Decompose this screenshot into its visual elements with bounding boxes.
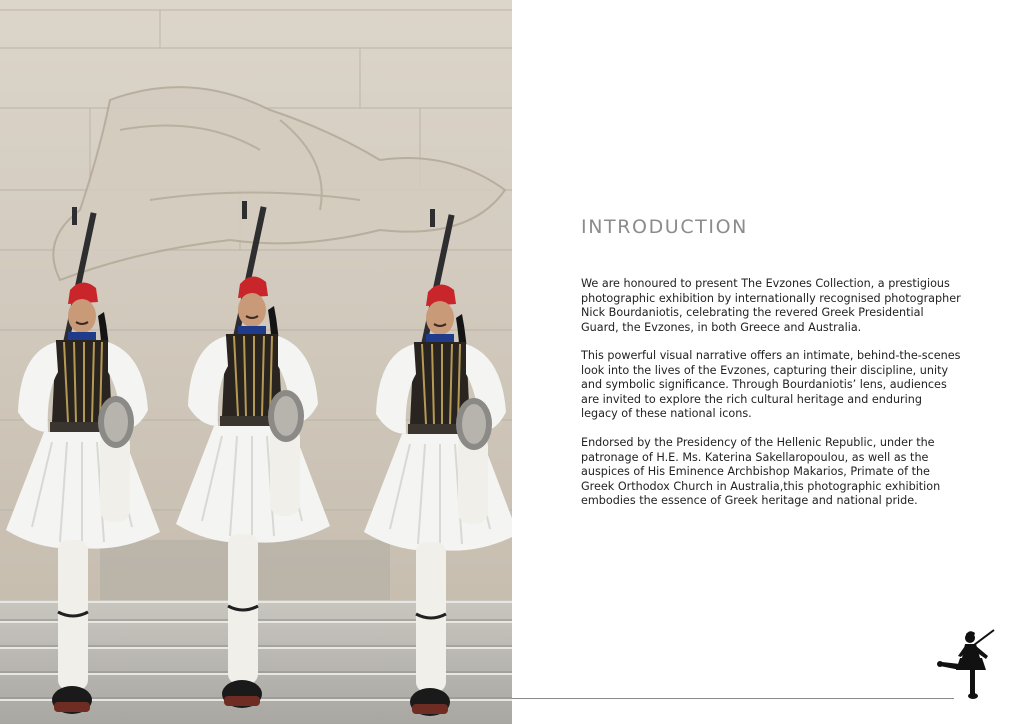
evzone-silhouette-icon — [936, 626, 996, 702]
intro-paragraph-3: Endorsed by the Presidency of the Hellenic Republic, under the patronage of H.E. Ms. Katerina Sakellaropoulou, as well as the auspices of His Eminence Archbishop Makarios, Primate of the Greek Orthodox Church in Australia,this photographic exhibition embodies the essence of Greek heritage and national pride. — [581, 436, 941, 508]
intro-paragraph-1: We are honoured to present The Evzones Collection, a prestigious photographic exhibition by internationally recognised photographer Nick Bourdaniotis, celebrating the revered Greek Presidential Guard, the Evzones, in both Greece and Australia. — [581, 277, 961, 334]
page-title: INTRODUCTION — [581, 216, 748, 238]
intro-paragraph-2: This powerful visual narrative offers an intimate, behind-the-scenes look into the lives of the Evzones, capturing their discipline, unity and symbolic significance. Through Bourdaniotis’ lens, audiences are invited to explore the rich cultural heritage and enduring legacy of these national icons. — [581, 349, 961, 421]
footer-divider — [512, 698, 954, 699]
